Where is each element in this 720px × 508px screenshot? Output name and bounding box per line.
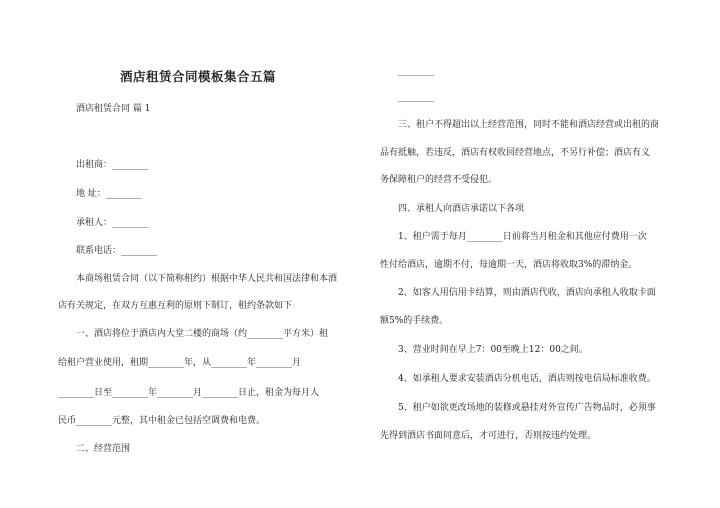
item1-line-2: 性付给酒店，逾期不付，每逾期一天，酒店将收取3%的滞纳金。 (380, 260, 638, 270)
right-blank-2: ________ (398, 92, 434, 102)
clause3-line-2: 品有抵触，若违反，酒店有权收回经营地点，不另行补偿；酒店有义 (380, 148, 651, 158)
intro-line-2: 店有关规定，在双方互惠互利的原则下制订，租约条款如下 (58, 301, 293, 311)
item5-line-1: 5、租户如欲更改场地的装修或悬挂对外宣传广告物品时，必须事 (398, 403, 656, 413)
clause2-heading: 二、经营范围 (76, 444, 131, 454)
item5-line-2: 先得到酒店书面同意后，才可进行，否则按违约处理。 (380, 431, 597, 441)
intro-line-1: 本商场租赁合同（以下简称租约）根据中华人民共和国法律和本酒 (76, 274, 338, 284)
item2-line-1: 2、如客人用信用卡结算，则由酒店代收，酒店向承租人收取卡面 (398, 288, 656, 298)
clause3-line-3: 务保障租户的经营不受侵犯。 (380, 175, 498, 185)
item1-line-1: 1、租户需于每月________日前将当月租金和其他应付费用一次 (398, 232, 647, 242)
right-blank-1: ________ (398, 66, 434, 76)
document-title: 酒店租赁合同模板集合五篇 (119, 69, 276, 84)
clause3-line-1: 三、租户不得超出以上经营范围，同时不能和酒店经营或出租的商 (398, 120, 660, 130)
clause1-line-4: 民币________元整，其中租金已包括空调费和电费。 (58, 416, 266, 426)
address-field: 地 址：________ (76, 189, 142, 199)
clause1-line-1: 一、酒店将位于酒店内大堂二楼的商场（约________平方米）租 (76, 329, 329, 339)
item3-line: 3、营业时间在早上7：00至晚上12：00之间。 (398, 345, 588, 355)
item2-line-2: 额5%的手续费。 (380, 316, 449, 326)
lessee-field: 承租人：________ (76, 218, 149, 228)
clause1-line-3: ________日至________年________月________日止，租金为每月人 (58, 388, 320, 398)
lessor-field: 出租商：________ (76, 160, 149, 170)
document-subtitle: 酒店租赁合同 篇 1 (76, 104, 151, 114)
clause4-heading: 四、承租人向酒店承诺以下各项 (398, 204, 525, 214)
clause1-line-2: 给租户营业使用，租期________年，从________年________月 (58, 358, 302, 368)
item4-line: 4、如承租人要求安装酒店分机电话，酒店则按电信局标准收费。 (398, 374, 656, 384)
phone-field: 联系电话：________ (76, 246, 158, 256)
